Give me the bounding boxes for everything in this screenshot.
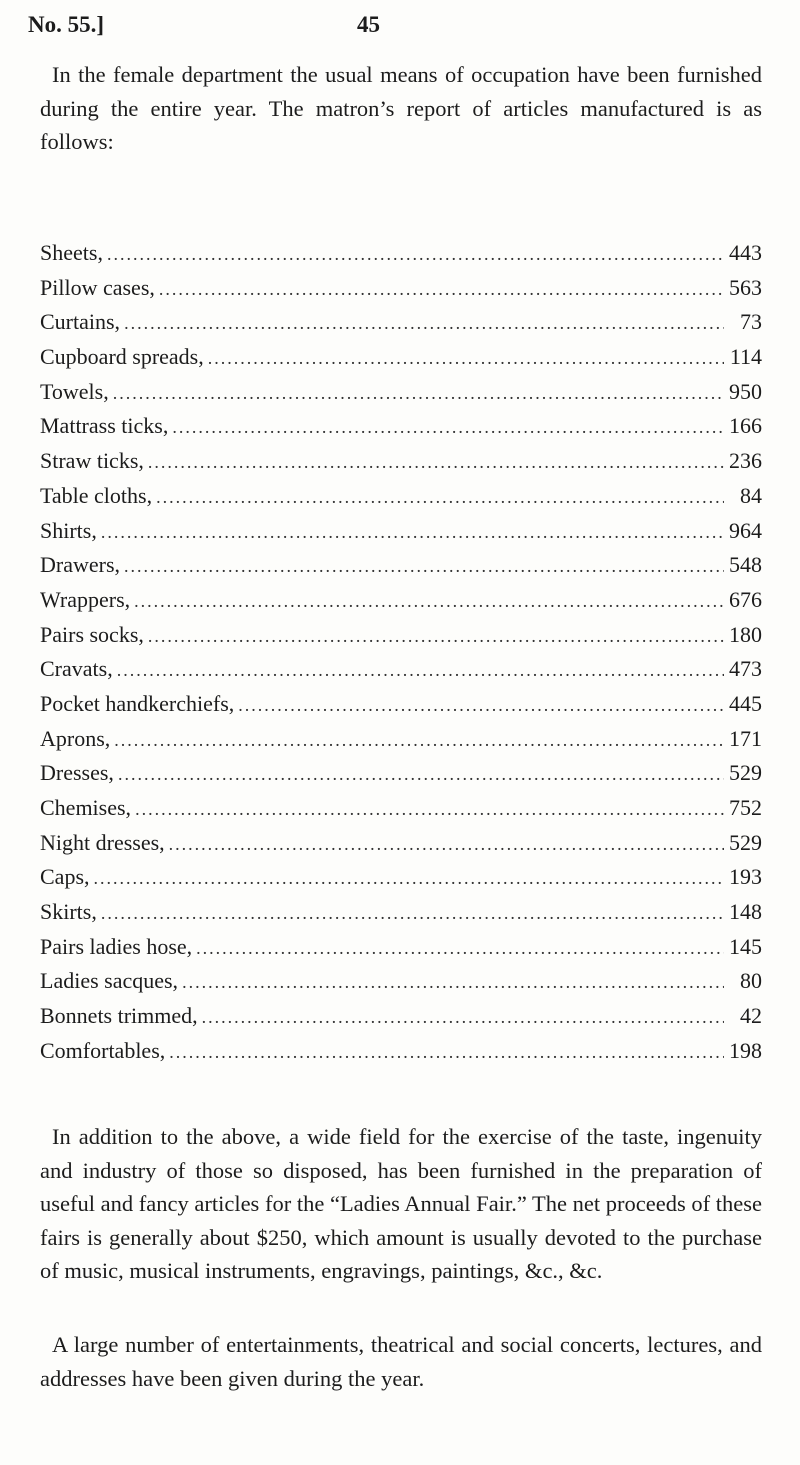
dot-leader — [169, 1042, 724, 1063]
dot-leader — [124, 556, 724, 577]
article-label: Ladies sacques, — [40, 968, 179, 994]
article-label: Bonnets trimmed, — [40, 1003, 198, 1029]
article-count: 114 — [729, 344, 762, 370]
article-label: Comfortables, — [40, 1037, 166, 1063]
article-count: 236 — [729, 448, 762, 474]
list-item — [40, 691, 762, 726]
article-count: 166 — [729, 413, 762, 439]
list-item — [40, 275, 762, 310]
dot-leader — [156, 487, 724, 508]
article-count: 752 — [729, 795, 762, 820]
dot-leader — [101, 903, 724, 924]
list-item — [40, 899, 762, 934]
list-item — [40, 656, 762, 691]
list-item — [40, 587, 762, 622]
entertainments-paragraph: A large number of entertainments, theatrical and social concerts, lectures, and addresses have been given during the year. — [40, 1332, 762, 1391]
article-label: Drawers, — [40, 552, 121, 578]
article-label: Pocket handkerchiefs, — [40, 690, 235, 716]
article-count: 473 — [729, 656, 762, 682]
dot-leader — [94, 868, 725, 889]
article-count: 529 — [729, 829, 762, 855]
page-header — [0, 12, 800, 46]
article-count: 964 — [729, 517, 762, 543]
list-item — [40, 726, 762, 761]
list-item — [40, 344, 762, 379]
list-item — [40, 413, 762, 448]
page-number: 45 — [357, 12, 380, 37]
intro-paragraph: In the female department the usual means of occupation have been furnished during the entire year. The matron’s report of articles manufactured is as follows: — [40, 62, 762, 154]
list-item — [40, 1003, 762, 1038]
fair-paragraph: In addition to the above, a wide field for the exercise of the taste, ingenuity and industry of those so disposed, has been furnished in the preparation of useful and fancy articles for the “Ladies Annual Fair.” The net proceeds of these fairs is generally about $250, which amount is usually devoted to the purchase of music, musical instruments, engravings, paintings, &c., &c. — [40, 1124, 762, 1283]
article-label: Dresses, — [40, 760, 114, 786]
dot-leader — [135, 799, 724, 820]
dot-leader — [114, 730, 724, 751]
article-label: Wrappers, — [40, 586, 131, 612]
dot-leader — [172, 417, 724, 438]
article-label: Aprons, — [40, 725, 111, 751]
dot-leader — [124, 313, 724, 334]
article-count: 548 — [729, 552, 762, 578]
list-item — [40, 448, 762, 483]
article-count: 563 — [729, 274, 762, 300]
article-count: 529 — [729, 760, 762, 786]
article-label: Sheets, — [40, 240, 103, 265]
dot-leader — [208, 348, 724, 369]
dot-leader — [238, 695, 724, 716]
article-count: 193 — [729, 864, 762, 890]
article-label: Caps, — [40, 864, 90, 890]
dot-leader — [148, 452, 724, 473]
article-label: Pairs ladies hose, — [40, 933, 193, 959]
article-label: Cravats, — [40, 656, 113, 682]
article-label: Straw ticks, — [40, 448, 144, 474]
article-count: 84 — [740, 482, 762, 508]
dot-leader — [107, 244, 724, 265]
article-count: 676 — [729, 586, 762, 612]
article-count: 148 — [729, 899, 762, 925]
report-number: No. 55.] — [28, 12, 105, 37]
article-label: Shirts, — [40, 517, 97, 543]
list-item — [40, 864, 762, 899]
list-item — [40, 968, 762, 1003]
list-item — [40, 795, 762, 830]
dot-leader — [134, 591, 724, 612]
dot-leader — [118, 764, 724, 785]
article-count: 80 — [740, 968, 762, 994]
list-item — [40, 518, 762, 553]
article-count: 198 — [729, 1037, 762, 1063]
article-count: 180 — [729, 621, 762, 647]
list-item — [40, 760, 762, 795]
dot-leader — [113, 383, 724, 404]
article-label: Mattrass ticks, — [40, 413, 169, 439]
list-item — [40, 622, 762, 657]
dot-leader — [101, 522, 724, 543]
article-count: 73 — [740, 309, 762, 335]
list-item — [40, 552, 762, 587]
dot-leader — [169, 834, 724, 855]
article-count: 171 — [729, 725, 762, 751]
list-item — [40, 240, 762, 275]
dot-leader — [182, 972, 724, 993]
article-label: Towels, — [40, 378, 109, 404]
list-item — [40, 379, 762, 414]
dot-leader — [196, 938, 724, 959]
article-label: Chemises, — [40, 795, 132, 820]
article-label: Skirts, — [40, 899, 97, 925]
dot-leader — [202, 1007, 724, 1028]
list-item — [40, 830, 762, 865]
dot-leader — [117, 660, 724, 681]
article-label: Night dresses, — [40, 829, 165, 855]
article-label: Table cloths, — [40, 482, 153, 508]
article-count: 950 — [729, 378, 762, 404]
article-count: 42 — [740, 1003, 762, 1029]
articles-list — [40, 240, 762, 1073]
dot-leader — [159, 279, 724, 300]
article-label: Pillow cases, — [40, 274, 155, 300]
article-label: Curtains, — [40, 309, 121, 335]
article-label: Cupboard spreads, — [40, 344, 204, 370]
list-item — [40, 934, 762, 969]
article-count: 443 — [729, 240, 762, 265]
article-label: Pairs socks, — [40, 621, 144, 647]
dot-leader — [148, 626, 724, 647]
list-item — [40, 1038, 762, 1073]
list-item — [40, 309, 762, 344]
list-item — [40, 483, 762, 518]
article-count: 145 — [729, 933, 762, 959]
article-count: 445 — [729, 690, 762, 716]
